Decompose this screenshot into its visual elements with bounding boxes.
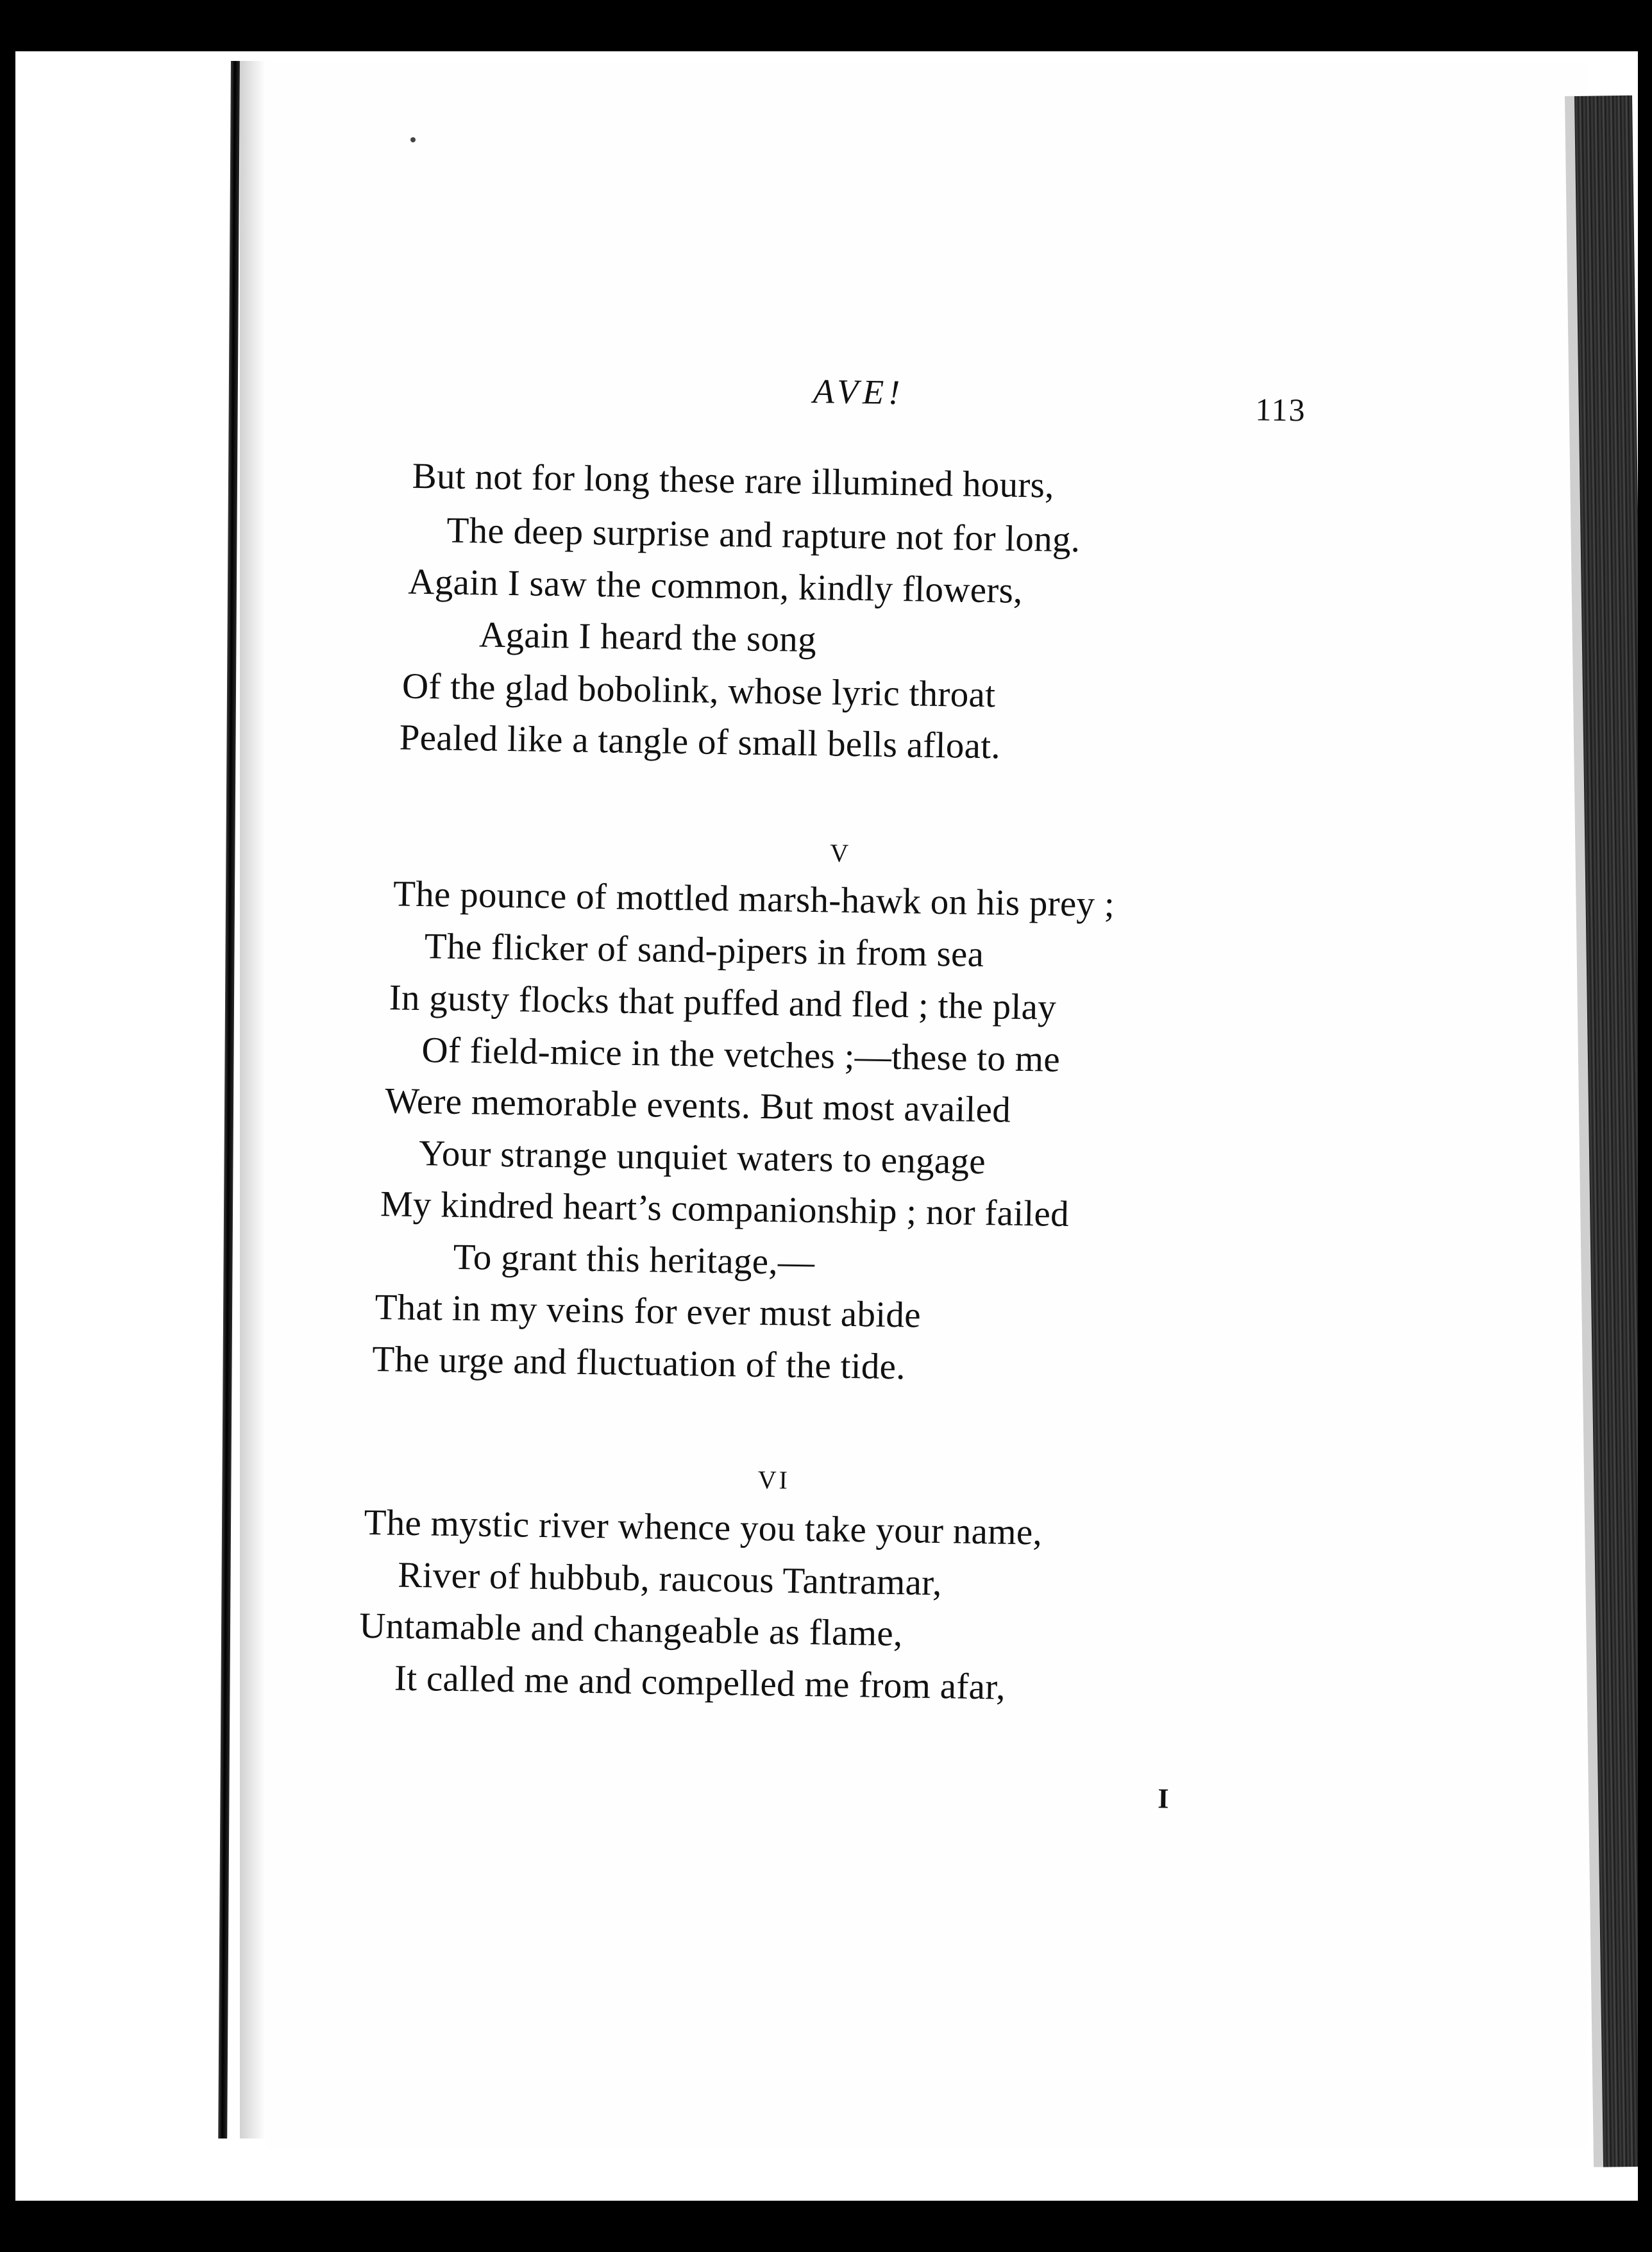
scanner-edge-right [1638,0,1652,2252]
verse-line: The pounce of mottled marsh-hawk on his prey ; [392,873,1115,925]
verse-line: Again I saw the common, kindly flowers, [407,561,1024,611]
scanner-edge-left [0,0,15,2252]
verse-line: That in my veins for ever must abide [375,1287,922,1336]
verse-line: Were memorable events. But most availed [384,1080,1011,1130]
verse-line: Your strange unquiet waters to engage [418,1133,986,1182]
verse-line: Again I heard the song [478,614,817,660]
verse-line: The urge and fluctuation of the tide. [371,1338,906,1388]
verse-line: Untamable and changeable as flame, [358,1605,903,1654]
verse-line: It called me and compelled me from afar, [394,1658,1006,1708]
verse-line: The flicker of sand-pipers in from sea [424,926,984,975]
verse-line: The deep surprise and rapture not for long. [446,510,1081,560]
verse-line: River of hubbub, raucous Tantramar, [397,1554,943,1604]
verse-line: The mystic river whence you take your name, [364,1502,1043,1553]
verse-line: Of field-mice in the vetches ;—these to me [421,1030,1061,1080]
page-number: 113 [1255,391,1307,428]
verse-line: Pealed like a tangle of small bells afloat. [399,717,1001,767]
verse-line: Of the glad bobolink, whose lyric throat [401,666,996,716]
section-numeral-vi: VI [757,1465,791,1495]
signature-mark: I [1157,1783,1169,1815]
verse-line: To grant this heritage,— [453,1236,815,1283]
section-numeral-v: V [829,838,852,868]
running-head: AVE! [813,372,905,412]
verse-line: In gusty flocks that puffed and fled ; the play [389,977,1057,1028]
verse-line: But not for long these rare illumined hours, [412,455,1055,506]
verse-line: My kindred heart’s companionship ; nor failed [380,1184,1070,1235]
